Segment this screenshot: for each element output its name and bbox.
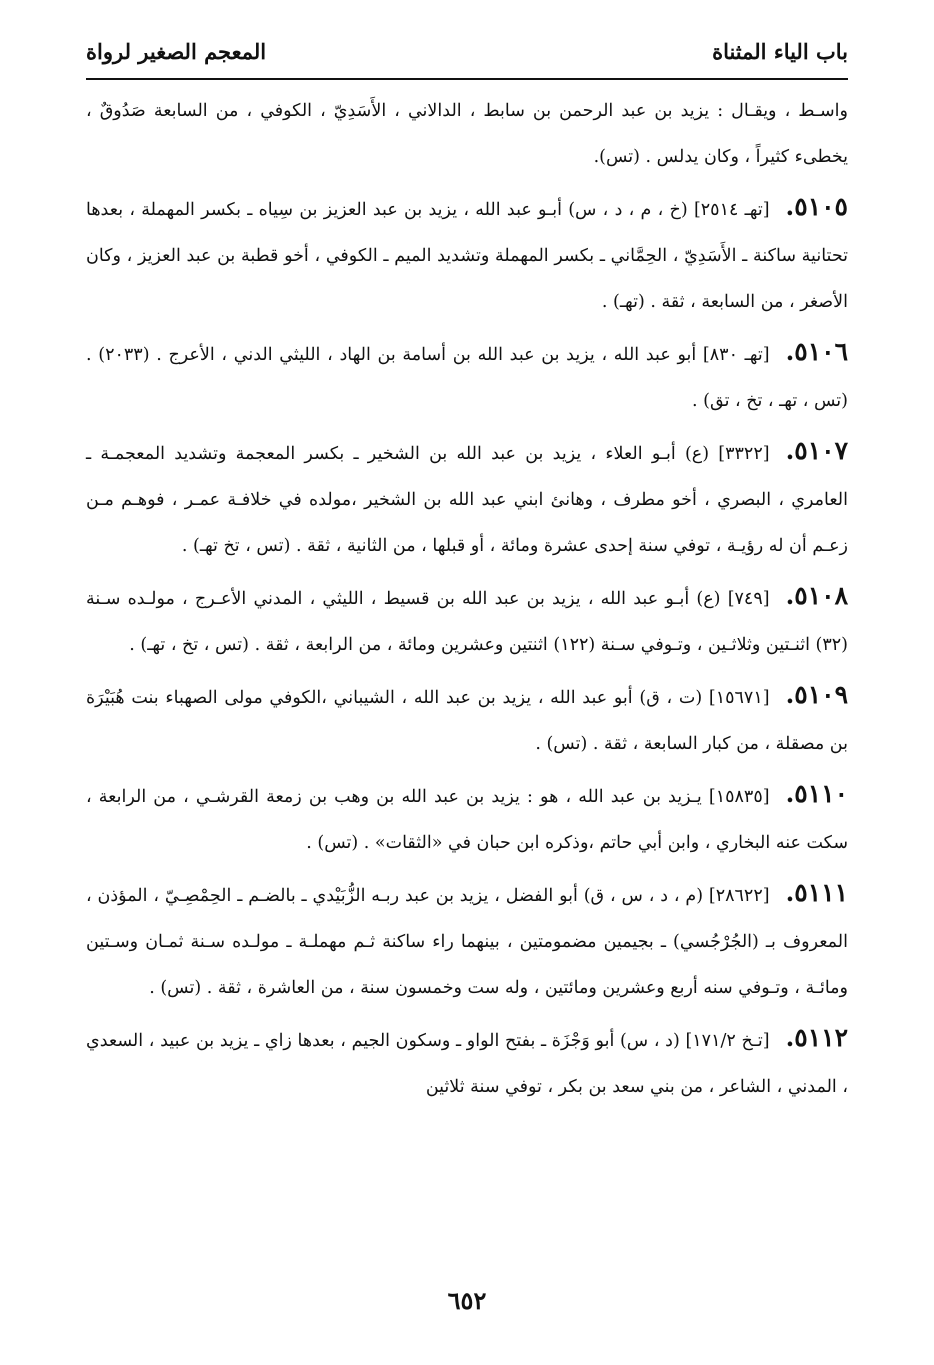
entry-number: ٥١٠٧.: [785, 436, 848, 465]
entry-5109: [86, 672, 848, 767]
page-body: [86, 88, 848, 1114]
entry-number: ٥١٠٥.: [785, 192, 848, 221]
entry-text: [١٥٨٣٥] يـزيد بن عبد الله ، هو : يزيد بن عبد الله بن وهب بن زمعة القرشـي ، من الرابعة ، سكت عنه البخاري ، وابن أبي حاتم ،وذكره ابن حبان في «الثقات» . (تس) .: [86, 787, 848, 853]
entry-text: [٣٣٢٢] (ع) أبـو العلاء ، يزيد بن عبد الله بن الشخير ـ بكسر المعجمة وتشديد المعجمـة ـ العامري ، البصري ، أخو مطرف ، وهانئ ابني عبد الله بن الشخير ،مولده في خلافـة عمـر ، فوهـم مـن زعـم أن له رؤيـة ، توفي سنة إحدى عشرة ومائة ، أو قبلها ، من الثانية ، ثقة . (تس ، تخ تهـ) .: [86, 444, 848, 556]
entry-number: ٥١٠٦.: [785, 337, 848, 366]
header-rule: [86, 78, 848, 80]
entry-5106: [86, 329, 848, 424]
entry-text: [تـخ ١٧١/٢] (د ، س) أبو وَجْزَة ـ بفتح الواو ـ وسكون الجيم ، بعدها زاي ـ يزيد بن عبيد ، السعدي ، المدني ، الشاعر ، من بني سعد بن بكر ، توفي سنة ثلاثين: [86, 1031, 848, 1097]
entry-5107: [86, 428, 848, 569]
entry-text: [تهـ ٨٣٠] أبو عبد الله ، يزيد بن عبد الله بن أسامة بن الهاد ، الليثي الدني ، الأعرج . (٢٠٣٣) . (تس ، تهـ ، تخ ، تق) .: [86, 345, 848, 411]
entry-text: [تهـ ٢٥١٤] (خ ، م ، د ، س) أبـو عبد الله ، يزيد بن عبد العزيز بن سِياه ـ بكسر المهملة ، بعدها تحتانية ساكنة ـ الأَسَدِيّ ، الحِمَّاني ـ بكسر المهملة وتشديد الميم ـ الكوفي ، أخو قطبة بن عبد العزيز ، وكان الأصغر ، من السابعة ، ثقة . (تهـ) .: [86, 200, 848, 312]
entry-number: ٥١٠٩.: [785, 680, 848, 709]
entry-5111: [86, 870, 848, 1011]
entry-5105: [86, 184, 848, 325]
entry-text: [٧٤٩] (ع) أبـو عبد الله ، يزيد بن عبد الله بن قسيط ، الليثي ، المدني الأعـرج ، مولـده سـنة (٣٢) اثنـتين وثلاثـين ، وتـوفي سـنة (١٢٢) اثنتين وعشرين ومائة ، من الرابعة ، ثقة . (تس ، تخ ، تهـ) .: [86, 589, 848, 655]
entry-text: [٢٨٦٢٢] (م ، د ، س ، ق) أبو الفضل ، يزيد بن عبد ربـه الزُّبَيْدي ـ بالضـم ـ الحِمْصِـيّ ، المؤذن ، المعروف بـ (الجُرْجُسي) ـ بجيمين مضمومتين ، بينهما راء ساكنة ثـم مهملـة ـ مولـده سـنة ثمـان وسـتين ومائـة ، وتـوفي سنه أربع وعشرين ومائتين ، وله ست وخمسون سنة ، من العاشرة ، ثقة . (تس) .: [86, 886, 848, 998]
entry-number: ٥١٠٨.: [785, 581, 848, 610]
running-header: [86, 30, 848, 72]
entry-5110: [86, 771, 848, 866]
continued-entry-text: واسـط ، ويقـال : يزيد بن عبد الرحمن بن سابط ، الدالاني ، الأَسَدِيّ ، الكوفي ، من السابعة صَدُوقٌ ، يخطىء كثيراً ، وكان يدلس . (تس).: [86, 101, 848, 167]
chapter-title: باب الياء المثناة: [712, 38, 848, 64]
entry-number: ٥١١٠.: [785, 779, 848, 808]
entry-number: ٥١١٢.: [785, 1023, 849, 1052]
entry-number: ٥١١١.: [785, 878, 848, 907]
entry-5108: [86, 573, 848, 668]
book-title: المعجم الصغير لرواة: [86, 38, 267, 64]
page-number: ٦٥٢: [447, 1286, 487, 1315]
entry-5112: [86, 1015, 848, 1110]
entry-text: [١٥٦٧١] (ت ، ق) أبو عبد الله ، يزيد بن عبد الله ، الشيباني ،الكوفي مولى الصهباء بنت هُبَيْرَة بن مصقلة ، من كبار السابعة ، ثقة . (تس) .: [86, 688, 848, 754]
